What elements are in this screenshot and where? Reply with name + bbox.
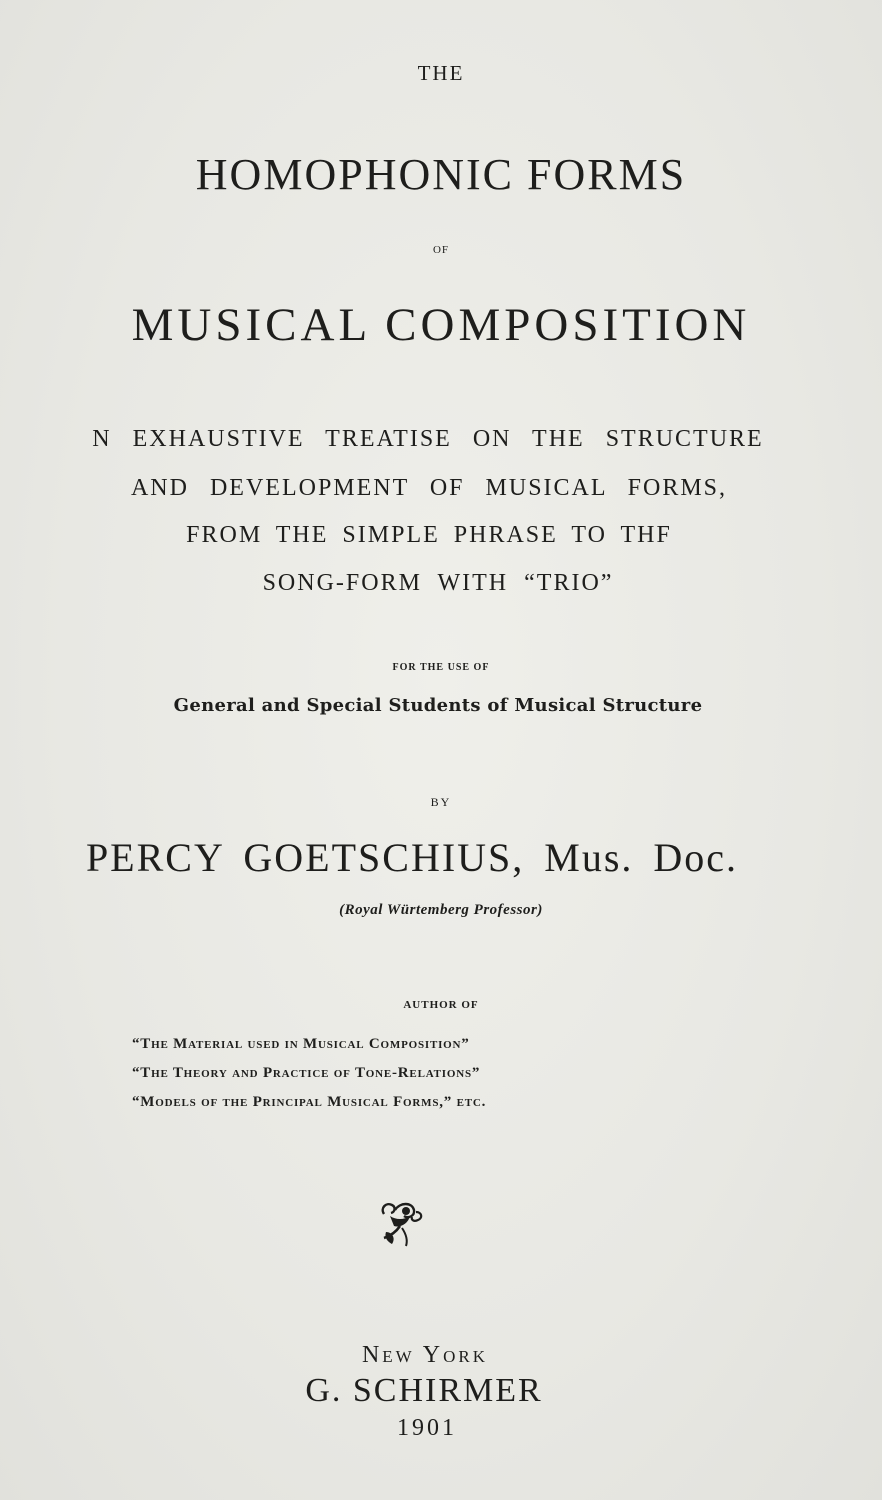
subtitle-line-2: AND DEVELOPMENT OF MUSICAL FORMS, [130, 475, 728, 501]
works-item: “The Material used in Musical Composition” [132, 1036, 470, 1052]
main-title-line-1: HOMOPHONIC FORMS [195, 150, 687, 199]
publication-place: New York [361, 1342, 489, 1368]
for-use-of: FOR THE USE OF [392, 662, 490, 673]
audience-line: General and Special Students of Musical Structure [173, 695, 703, 716]
subtitle-line-3: FROM THE SIMPLE PHRASE TO THF [186, 522, 672, 548]
title-article: THE [417, 61, 465, 85]
publisher: G. SCHIRMER [305, 1372, 543, 1409]
publication-year: 1901 [397, 1415, 457, 1441]
author-title: (Royal Würtemberg Professor) [339, 902, 543, 918]
by-label: BY [430, 795, 452, 809]
fleuron-icon [378, 1198, 426, 1250]
subtitle-line-1: N EXHAUSTIVE TREATISE ON THE STRUCTURE [92, 426, 764, 452]
title-of: OF [432, 244, 450, 256]
author-name: PERCY GOETSCHIUS, Mus. Doc. [85, 835, 739, 880]
subtitle-line-4: SONG-FORM WITH “TRIO” [262, 570, 614, 596]
works-item: “The Theory and Practice of Tone-Relations” [132, 1065, 481, 1081]
author-of-label: AUTHOR OF [403, 999, 479, 1011]
main-title-line-2: MUSICAL COMPOSITION [131, 299, 751, 351]
works-list [132, 1030, 486, 1117]
works-item: “Models of the Principal Musical Forms,” etc. [132, 1094, 487, 1110]
